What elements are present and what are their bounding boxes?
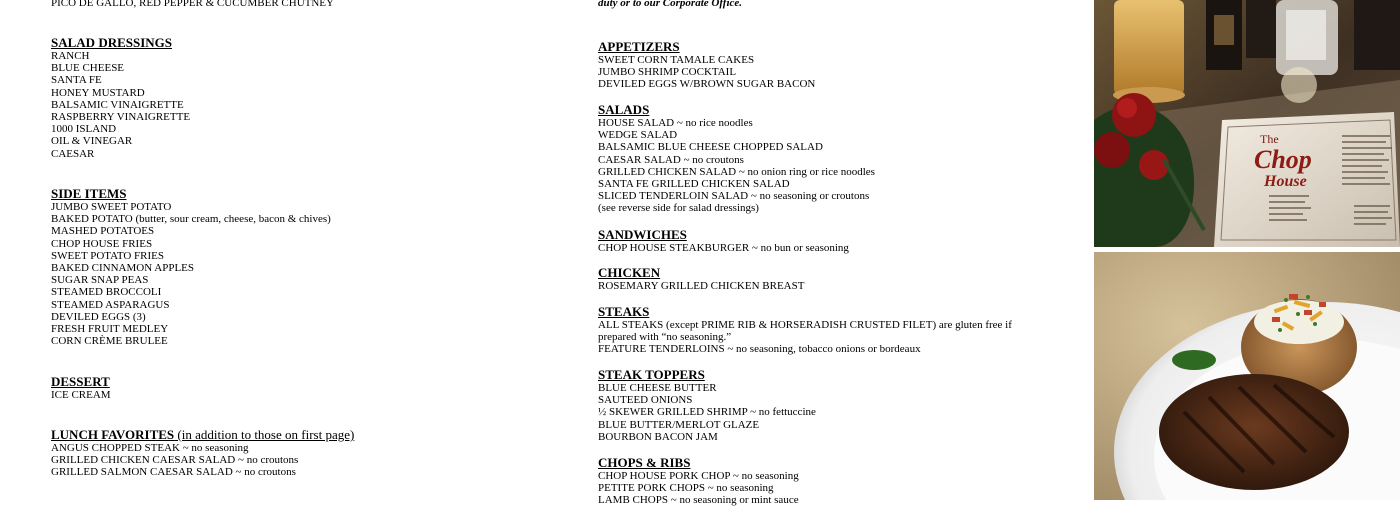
appetizers-heading: APPETIZERS xyxy=(598,39,680,54)
menu-item: GRILLED CHICKEN SALAD ~ no onion ring or rice noodles xyxy=(598,165,875,178)
steak-toppers-section xyxy=(598,367,1078,443)
chicken-heading: CHICKEN xyxy=(598,265,661,280)
menu-item: BAKED POTATO (butter, sour cream, cheese, bacon & chives) xyxy=(51,213,331,226)
lunch-favorites-heading xyxy=(51,427,571,442)
menu-item: DEVILED EGGS (3) xyxy=(51,310,146,323)
menu-item: CHOP HOUSE FRIES xyxy=(51,237,153,250)
menu-item: ALL STEAKS (except PRIME RIB & HORSERADISH CRUSTED FILET) are gluten free if prepared with “no seasoning.” xyxy=(598,319,1012,344)
chops-ribs-heading: CHOPS & RIBS xyxy=(598,455,691,470)
menu-item: GRILLED SALMON CAESAR SALAD ~ no croutons xyxy=(51,466,296,479)
restaurant-table-illustration xyxy=(1094,0,1400,247)
menu-item: DEVILED EGGS W/BROWN SUGAR BACON xyxy=(598,78,816,91)
lunch-favorites-section xyxy=(51,427,571,479)
lunch-favorites-note: (in addition to those on first page) xyxy=(174,427,355,442)
menu-item: SWEET POTATO FRIES xyxy=(51,249,165,262)
menu-card-logo-line3: House xyxy=(1264,173,1307,190)
steaks-heading: STEAKS xyxy=(598,304,650,319)
restaurant-table-photo xyxy=(1094,0,1400,247)
salads-section xyxy=(598,102,1078,215)
menu-item: RASPBERRY VINAIGRETTE xyxy=(51,111,191,124)
sandwiches-section xyxy=(598,227,1078,254)
menu-item: BOURBON BACON JAM xyxy=(598,430,718,443)
menu-item: RANCH xyxy=(51,50,90,62)
menu-item: ½ SKEWER GRILLED SHRIMP ~ no fettuccine xyxy=(598,406,816,419)
salads-heading: SALADS xyxy=(598,102,650,117)
menu-item: CORN CRÈME BRULEE xyxy=(51,335,168,348)
steaks-section xyxy=(598,304,1028,356)
dessert-heading: DESSERT xyxy=(51,374,110,389)
menu-item: SLICED TENDERLOIN SALAD ~ no seasoning or croutons xyxy=(598,190,870,203)
menu-item: GRILLED CHICKEN CAESAR SALAD ~ no croutons xyxy=(51,454,299,467)
menu-item: MASHED POTATOES xyxy=(51,225,155,238)
menu-card-logo-line2: Chop xyxy=(1254,145,1312,174)
menu-item: PETITE PORK CHOPS ~ no seasoning xyxy=(598,482,774,495)
menu-item: ICE CREAM xyxy=(51,389,111,401)
sandwiches-heading: SANDWICHES xyxy=(598,227,687,242)
menu-item: FRESH FRUIT MEDLEY xyxy=(51,323,169,336)
salad-dressings-section xyxy=(51,35,571,160)
menu-item: BLUE CHEESE BUTTER xyxy=(598,382,717,394)
menu-item: LAMB CHOPS ~ no seasoning or mint sauce xyxy=(598,494,799,507)
menu-item: BALSAMIC BLUE CHEESE CHOPPED SALAD xyxy=(598,141,823,154)
menu-item: (see reverse side for salad dressings) xyxy=(598,202,759,215)
menu-item: BALSAMIC VINAIGRETTE xyxy=(51,98,184,111)
menu-item: SANTA FE xyxy=(51,74,102,87)
menu-item: WEDGE SALAD xyxy=(598,129,678,142)
menu-item: BLUE BUTTER/MERLOT GLAZE xyxy=(598,418,760,431)
menu-item: CAESAR SALAD ~ no croutons xyxy=(598,153,744,166)
menu-item: CAESAR xyxy=(51,147,95,160)
menu-item: OIL & VINEGAR xyxy=(51,135,133,148)
chicken-section xyxy=(598,265,1078,292)
menu-item: FEATURE TENDERLOINS ~ no seasoning, tobacco onions or bordeaux xyxy=(598,343,921,356)
dessert-section xyxy=(51,374,571,401)
salad-dressings-heading: SALAD DRESSINGS xyxy=(51,35,173,50)
lunch-favorites-title: LUNCH FAVORITES xyxy=(51,427,175,442)
steak-plate-illustration xyxy=(1094,252,1400,500)
appetizers-section xyxy=(598,39,1078,91)
side-items-heading: SIDE ITEMS xyxy=(51,186,127,201)
menu-item: STEAMED ASPARAGUS xyxy=(51,298,170,311)
menu-item: HONEY MUSTARD xyxy=(51,86,145,99)
menu-item: SWEET CORN TAMALE CAKES xyxy=(598,54,755,66)
menu-item: BLUE CHEESE xyxy=(51,62,125,75)
menu-item: SAUTEED ONIONS xyxy=(598,394,693,407)
menu-card-logo-line1: The xyxy=(1260,132,1279,146)
steak-and-potato-photo xyxy=(1094,252,1400,500)
menu-item: CHOP HOUSE STEAKBURGER ~ no bun or seasoning xyxy=(598,242,849,254)
corporate-office-line: duty or to our Corporate Office. xyxy=(598,0,743,9)
steak-toppers-heading: STEAK TOPPERS xyxy=(598,367,705,382)
menu-item: BAKED CINNAMON APPLES xyxy=(51,262,195,275)
menu-item: HOUSE SALAD ~ no rice noodles xyxy=(598,117,753,129)
menu-item: ANGUS CHOPPED STEAK ~ no seasoning xyxy=(51,442,249,454)
menu-item: JUMBO SHRIMP COCKTAIL xyxy=(598,66,737,79)
menu-item: STEAMED BROCCOLI xyxy=(51,286,162,299)
menu-item: ROSEMARY GRILLED CHICKEN BREAST xyxy=(598,280,805,292)
chops-ribs-section xyxy=(598,455,1078,507)
menu-item: 1000 ISLAND xyxy=(51,123,117,136)
chutney-line: PICO DE GALLO, RED PEPPER & CUCUMBER CHUTNEY xyxy=(51,0,334,9)
menu-item: JUMBO SWEET POTATO xyxy=(51,201,172,213)
side-items-section xyxy=(51,186,571,347)
menu-item: SANTA FE GRILLED CHICKEN SALAD xyxy=(598,178,790,191)
menu-item: SUGAR SNAP PEAS xyxy=(51,274,149,287)
menu-item: CHOP HOUSE PORK CHOP ~ no seasoning xyxy=(598,470,799,482)
